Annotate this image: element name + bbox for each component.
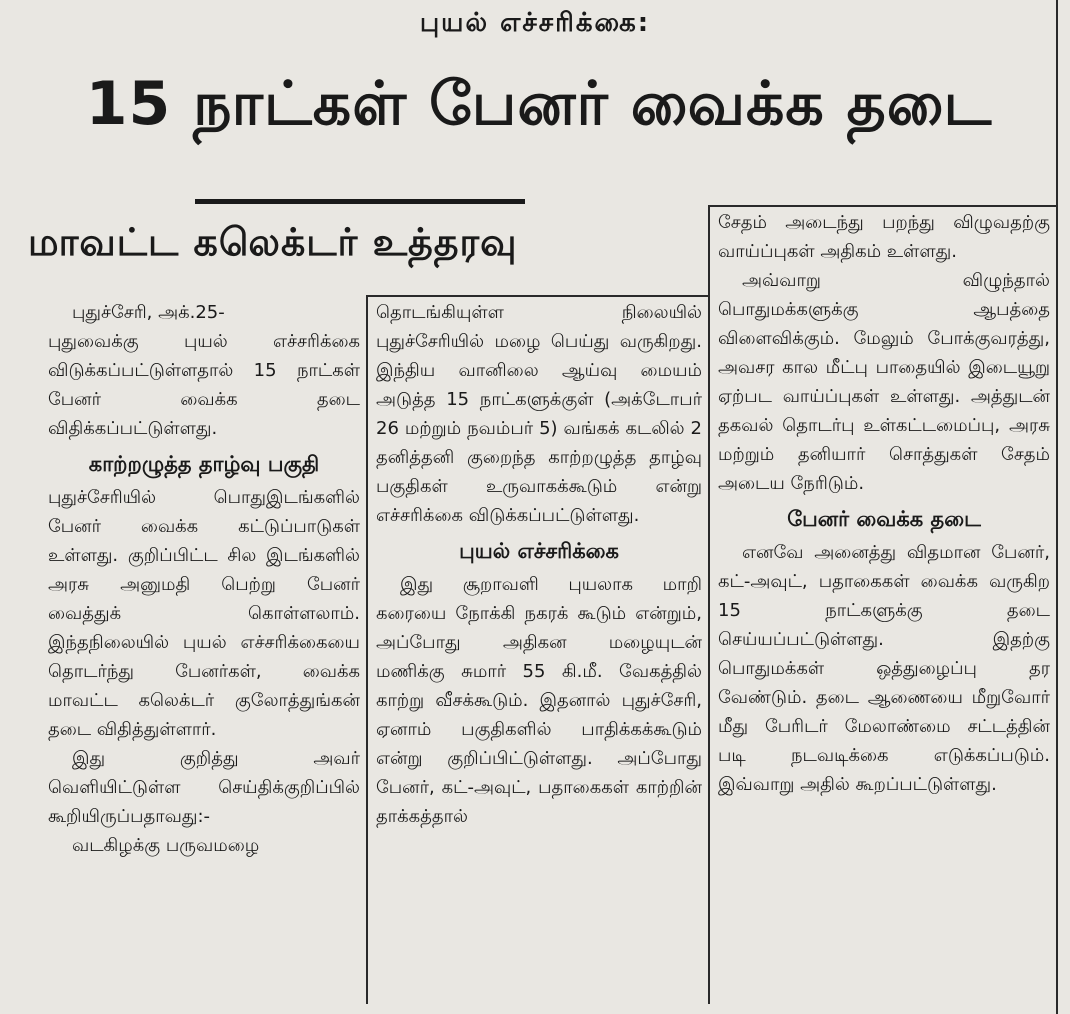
paragraph: தொடங்கியுள்ள நிலையில் புதுச்சேரியில் மழை பெய்து வருகிறது. இந்திய வானிலை ஆய்வு மையம் அடுத்த 15 நாட்களுக்குள் (அக்டோபர் 26 மற்றும் நவம்பர் 5) வங்கக் கடலில் 2 தனித்தனி குறைந்த காற்றழுத்த தாழ்வு பகுதிகள் உருவாகக்கூடும் என்று எச்சரிக்கை விடுக்கப்பட்டுள்ளது. <box>376 302 702 526</box>
dateline: புதுச்சேரி, அக்.25- <box>72 302 225 323</box>
paragraph: புதுவைக்கு புயல் எச்சரிக்கை விடுக்கப்பட்டுள்ளதால் 15 நாட்கள் பேனர் வைக்க தடை விதிக்கப்பட்டுள்ளது. <box>48 331 360 439</box>
column-1 <box>48 298 360 860</box>
section-heading: பேனர் வைக்க தடை <box>787 507 981 531</box>
paragraph: சேதம் அடைந்து பறந்து விழுவதற்கு வாய்ப்புகள் அதிகம் உள்ளது. <box>718 212 1050 262</box>
column-divider-1 <box>366 296 368 1004</box>
right-border <box>1056 0 1058 1014</box>
paragraph: வடகிழக்கு பருவமழை <box>72 835 260 856</box>
paragraph: அவ்வாறு விழுந்தால் பொதுமக்களுக்கு ஆபத்தை விளைவிக்கும். மேலும் போக்குவரத்து, அவசர கால மீட்பு பாதையில் இடையூறு ஏற்பட வாய்ப்புகள் உள்ளது. அத்துடன் தகவல் தொடர்பு உள்கட்டமைப்பு, அரசு மற்றும் தனியார் சொத்துகள் சேதம் அடைய நேரிடும். <box>718 270 1050 494</box>
subheadline: மாவட்ட கலெக்டர் உத்தரவு <box>28 220 518 264</box>
column-3 <box>718 208 1050 799</box>
kicker: புயல் எச்சரிக்கை: <box>419 8 651 38</box>
section-heading: காற்றழுத்த தாழ்வு பகுதி <box>88 452 320 476</box>
col2-top-rule <box>366 295 709 297</box>
column-2 <box>376 298 702 831</box>
paragraph: இது சூறாவளி புயலாக மாறி கரையை நோக்கி நகரக் கூடும் என்றும், அப்போது அதிகன மழையுடன் மணிக்கு சுமார் 55 கி.மீ. வேகத்தில் காற்று வீசக்கூடும். இதனால் புதுச்சேரி, ஏனாம் பகுதிகளில் பாதிக்கக்கூடும் என்று குறிப்பிட்டுள்ளது. அப்போது பேனர், கட்-அவுட், பதாகைகள் காற்றின் தாக்கத்தால் <box>376 574 702 827</box>
paragraph: இது குறித்து அவர் வெளியிட்டுள்ள செய்திக்குறிப்பில் கூறியிருப்பதாவது:- <box>48 748 360 827</box>
section-heading: புயல் எச்சரிக்கை <box>459 539 619 563</box>
headline: 15 நாட்கள் பேனர் வைக்க தடை <box>85 69 993 139</box>
column-divider-2 <box>708 206 710 1004</box>
headline-rule <box>195 199 525 204</box>
col3-top-rule <box>708 205 1058 207</box>
paragraph: புதுச்சேரியில் பொதுஇடங்களில் பேனர் வைக்க கட்டுப்பாடுகள் உள்ளது. குறிப்பிட்ட சில இடங்களில் அரசு அனுமதி பெற்று பேனர் வைத்துக் கொள்ளலாம். இந்தநிலையில் புயல் எச்சரிக்கையை தொடர்ந்து பேனர்கள், வைக்க மாவட்ட கலெக்டர் குலோத்துங்கன் தடை விதித்துள்ளார். <box>48 487 360 740</box>
paragraph: எனவே அனைத்து விதமான பேனர், கட்-அவுட், பதாகைகள் வைக்க வருகிற 15 நாட்களுக்கு தடை செய்யப்பட்டுள்ளது. இதற்கு பொதுமக்கள் ஒத்துழைப்பு தர வேண்டும். தடை ஆணையை மீறுவோர் மீது பேரிடர் மேலாண்மை சட்டத்தின் படி நடவடிக்கை எடுக்கப்படும். இவ்வாறு அதில் கூறப்பட்டுள்ளது. <box>718 542 1050 795</box>
